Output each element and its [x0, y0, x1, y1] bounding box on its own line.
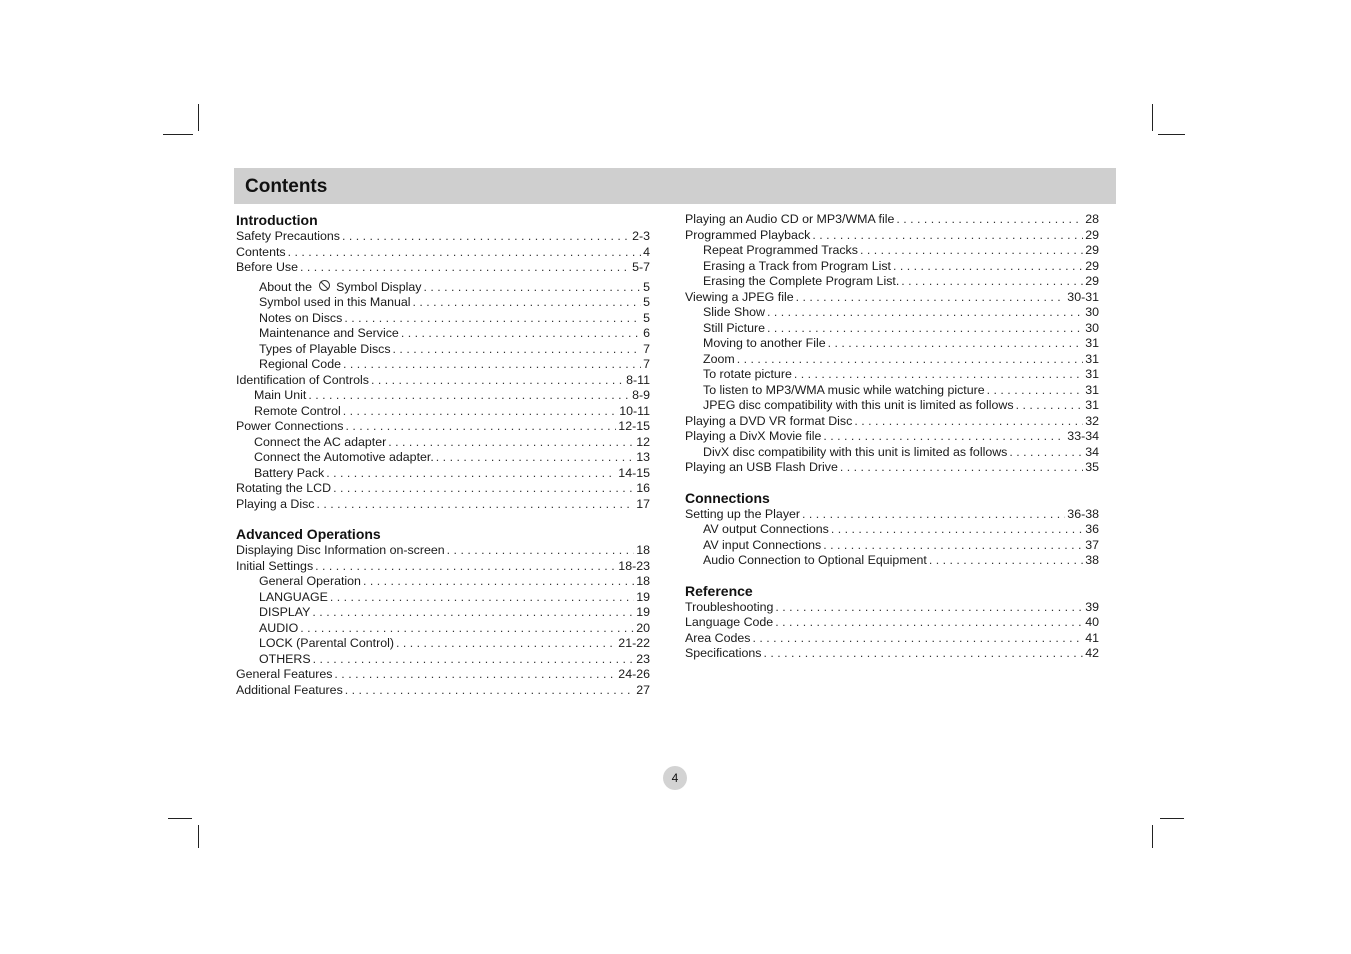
toc-entry[interactable] [685, 646, 1099, 662]
dot-leader [796, 290, 1066, 306]
toc-page-number: 30-31 [1067, 289, 1099, 304]
toc-entry[interactable] [685, 507, 1099, 523]
dot-leader [423, 280, 641, 296]
toc-entry[interactable] [236, 605, 650, 621]
toc-page-number: 12 [636, 434, 650, 449]
toc-entry-title: Erasing a Track from Program List [703, 258, 891, 273]
toc-entry-title: Still Picture [703, 320, 765, 335]
toc-page-number: 36-38 [1067, 506, 1099, 521]
toc-entry[interactable] [685, 305, 1099, 321]
toc-page-number: 4 [643, 244, 650, 259]
dot-leader [401, 326, 641, 342]
dot-leader [775, 600, 1083, 616]
dot-leader [893, 259, 1083, 275]
toc-entry-title: Erasing the Complete Program List. [703, 274, 900, 288]
toc-entry-title: To listen to MP3/WMA music while watching picture [703, 382, 985, 397]
toc-page-number: 16 [636, 481, 650, 495]
toc-page-number: 19 [636, 589, 650, 604]
toc-entry-title: To rotate picture [703, 367, 792, 381]
dot-leader [342, 229, 630, 245]
toc-entry[interactable] [685, 522, 1099, 538]
toc-entry-title: DivX disc compatibility with this unit is limited as follows [703, 444, 1008, 459]
toc-entry-title: Symbol used in this Manual [259, 295, 411, 309]
toc-entry[interactable] [685, 615, 1099, 631]
toc-entry[interactable] [685, 290, 1099, 306]
dot-leader [393, 342, 642, 358]
dot-leader [388, 435, 634, 451]
toc-entry[interactable] [236, 667, 650, 683]
toc-entry[interactable] [685, 228, 1099, 244]
toc-page-number: 14-15 [618, 465, 650, 480]
toc-entry-title: Remote Control [254, 403, 341, 418]
toc-entry[interactable] [236, 636, 650, 652]
dot-leader [828, 336, 1084, 352]
dot-leader [363, 574, 634, 590]
toc-entry-title: Specifications [685, 646, 762, 660]
dot-leader [752, 631, 1083, 647]
dot-leader [345, 419, 616, 435]
toc-page-number: 18-23 [618, 558, 650, 573]
toc-entry[interactable] [236, 652, 650, 668]
toc-page-number: 24-26 [618, 667, 650, 681]
crop-mark [1152, 825, 1153, 848]
toc-entry[interactable] [685, 460, 1099, 476]
dot-leader [315, 559, 616, 575]
dot-leader [330, 590, 634, 606]
crop-mark [1158, 134, 1185, 135]
dot-leader [288, 245, 642, 261]
toc-entry[interactable] [236, 280, 650, 296]
toc-entry-title: Additional Features [236, 682, 343, 697]
toc-entry[interactable] [236, 435, 650, 451]
disc-prohibited-symbol-icon [319, 280, 330, 291]
toc-entry[interactable] [236, 466, 650, 482]
toc-entry-title: Connect the Automotive adapter. [254, 450, 434, 464]
toc-entry[interactable] [236, 543, 650, 559]
toc-entry-title: Battery Pack [254, 465, 325, 480]
crop-mark [1152, 104, 1153, 131]
toc-entry-title: AUDIO [259, 620, 299, 635]
toc-page-number: 31 [1085, 382, 1099, 397]
toc-page-number: 31 [1085, 351, 1099, 366]
dot-leader [901, 274, 1083, 290]
toc-entry-title: Notes on Discs [259, 310, 343, 325]
toc-page-number: 5 [643, 295, 650, 309]
toc-entry[interactable] [236, 311, 650, 327]
dot-leader [413, 295, 642, 311]
toc-entry-title: Zoom [703, 351, 735, 366]
toc-entry[interactable] [236, 357, 650, 373]
dot-leader [767, 305, 1083, 321]
toc-page-number: 41 [1085, 630, 1099, 645]
toc-entry[interactable] [236, 683, 650, 699]
toc-entry[interactable] [685, 367, 1099, 383]
dot-leader [763, 646, 1083, 662]
dot-leader [343, 404, 617, 420]
dot-leader [447, 543, 635, 559]
toc-entry-title: Types of Playable Discs [259, 341, 391, 356]
toc-entry[interactable] [685, 414, 1099, 430]
dot-leader [840, 460, 1083, 476]
toc-page-number: 31 [1085, 398, 1099, 412]
toc-page-number: 18 [636, 543, 650, 557]
toc-page-number: 7 [643, 357, 650, 371]
dot-leader [326, 466, 616, 482]
toc-entry[interactable] [236, 260, 650, 276]
toc-entry[interactable] [685, 538, 1099, 554]
toc-page-number: 40 [1085, 615, 1099, 629]
toc-entry[interactable] [236, 388, 650, 404]
toc-page-number: 29 [1085, 227, 1099, 242]
page-title: Contents [245, 176, 328, 197]
toc-entry-title: Programmed Playback [685, 227, 811, 242]
toc-page-number: 23 [636, 651, 650, 666]
toc-entry-title: Viewing a JPEG file [685, 289, 794, 304]
toc-entry[interactable] [236, 621, 650, 637]
dot-leader [317, 497, 635, 513]
toc-left-column [236, 212, 650, 698]
dot-leader [896, 212, 1083, 228]
section-heading: Introduction [236, 212, 318, 228]
dot-leader [812, 228, 1083, 244]
dot-leader [775, 615, 1083, 631]
toc-page-number: 37 [1085, 537, 1099, 552]
crop-mark [198, 104, 199, 131]
toc-entry[interactable] [685, 383, 1099, 399]
toc-entry[interactable] [236, 497, 650, 513]
page-number: 4 [663, 766, 687, 790]
toc-page-number: 29 [1085, 258, 1099, 273]
toc-page-number: 28 [1085, 212, 1099, 226]
toc-entry-title: Setting up the Player [685, 506, 801, 521]
dot-leader [767, 321, 1083, 337]
toc-entry-title: LOCK (Parental Control) [259, 636, 394, 650]
toc-page-number: 8-11 [626, 372, 650, 387]
toc-entry-title: Playing an Audio CD or MP3/WMA file [685, 212, 895, 226]
dot-leader [396, 636, 616, 652]
dot-leader [1016, 398, 1084, 414]
toc-entry-title: Playing a Disc [236, 496, 315, 511]
toc-entry[interactable] [685, 336, 1099, 352]
dot-leader [308, 388, 630, 404]
toc-page-number: 2-3 [632, 229, 650, 243]
toc-entry-title: AV output Connections [703, 522, 829, 536]
toc-page-number: 35 [1085, 460, 1099, 474]
crop-mark [198, 825, 199, 848]
crop-mark [1160, 818, 1184, 819]
toc-entry-title: Rotating the LCD [236, 481, 332, 495]
toc-entry-title: LANGUAGE [259, 589, 328, 604]
dot-leader [802, 507, 1065, 523]
toc-entry-title: Playing a DivX Movie file [685, 429, 822, 443]
toc-page-number: 19 [636, 605, 650, 619]
toc-entry[interactable] [236, 373, 650, 389]
dot-leader [831, 522, 1083, 538]
toc-right-column [685, 212, 1099, 662]
toc-entry[interactable] [236, 404, 650, 420]
toc-entry-title: About the Symbol Display [259, 279, 422, 294]
dot-leader [300, 621, 634, 637]
toc-entry-title: Language Code [685, 615, 774, 629]
toc-entry-title: Playing an USB Flash Drive [685, 460, 838, 474]
toc-page-number: 32 [1085, 413, 1099, 428]
toc-entry[interactable] [685, 398, 1099, 414]
toc-entry-title: Identification of Controls [236, 372, 369, 387]
toc-entry[interactable] [236, 574, 650, 590]
toc-page-number: 10-11 [619, 403, 650, 418]
toc-page-number: 6 [643, 326, 650, 340]
toc-page-number: 33-34 [1067, 429, 1099, 443]
toc-entry[interactable] [236, 419, 650, 435]
toc-entry-title: Main Unit [254, 388, 307, 402]
dot-leader [333, 481, 634, 497]
toc-entry-title: Moving to another File [703, 336, 826, 350]
toc-entry[interactable] [685, 429, 1099, 445]
section-heading: Advanced Operations [236, 526, 381, 542]
toc-entry-title: Initial Settings [236, 558, 314, 573]
toc-page-number: 31 [1085, 367, 1099, 381]
toc-entry[interactable] [236, 326, 650, 342]
toc-page-number: 34 [1085, 444, 1099, 459]
dot-leader [929, 553, 1083, 569]
toc-page-number: 5 [643, 310, 650, 325]
toc-page-number: 36 [1085, 522, 1099, 536]
toc-entry[interactable] [685, 259, 1099, 275]
toc-entry-title: Regional Code [259, 357, 341, 371]
toc-entry[interactable] [685, 321, 1099, 337]
toc-entry-title: AV input Connections [703, 537, 822, 552]
dot-leader [794, 367, 1083, 383]
dot-leader [300, 260, 630, 276]
toc-entry-title: Troubleshooting [685, 599, 774, 614]
dot-leader [313, 652, 635, 668]
toc-page-number: 29 [1085, 243, 1099, 257]
toc-page-number: 29 [1085, 274, 1099, 288]
toc-entry-title: Before Use [236, 260, 298, 274]
toc-entry[interactable] [236, 559, 650, 575]
toc-entry-title: General Operation [259, 574, 361, 588]
dot-leader [312, 605, 634, 621]
toc-entry-title: JPEG disc compatibility with this unit is limited as follows [703, 398, 1014, 412]
toc-page-number: 7 [643, 341, 650, 356]
toc-entry[interactable] [236, 481, 650, 497]
toc-entry[interactable] [685, 352, 1099, 368]
toc-page-number: 5-7 [632, 260, 650, 274]
toc-page-number: 42 [1085, 646, 1099, 660]
toc-page-number: 17 [636, 496, 650, 511]
toc-page-number: 39 [1085, 599, 1099, 614]
crop-mark [163, 134, 193, 135]
toc-entry[interactable] [685, 243, 1099, 259]
toc-entry[interactable] [685, 600, 1099, 616]
toc-entry[interactable] [685, 445, 1099, 461]
toc-entry-title: General Features [236, 667, 333, 681]
dot-leader [371, 373, 624, 389]
toc-entry[interactable] [685, 631, 1099, 647]
toc-page-number: 13 [636, 450, 650, 464]
toc-entry[interactable] [236, 450, 650, 466]
toc-entry[interactable] [685, 274, 1099, 290]
toc-entry-title: Repeat Programmed Tracks [703, 243, 858, 257]
section-heading: Reference [685, 582, 753, 599]
toc-page-number: 30 [1085, 305, 1099, 319]
toc-page-number: 21-22 [618, 636, 650, 650]
dot-leader [343, 357, 641, 373]
toc-entry-title: Playing a DVD VR format Disc [685, 413, 853, 428]
toc-entry-title: DISPLAY [259, 605, 311, 619]
toc-entry-title: Area Codes [685, 630, 751, 645]
toc-entry[interactable] [236, 342, 650, 358]
dot-leader [737, 352, 1084, 368]
toc-entry[interactable] [236, 295, 650, 311]
toc-entry-title: Displaying Disc Information on-screen [236, 543, 445, 557]
toc-page-number: 31 [1085, 336, 1099, 350]
dot-leader [344, 311, 641, 327]
toc-entry[interactable] [236, 245, 650, 261]
toc-entry-title: Safety Precautions [236, 229, 341, 243]
header-bar [234, 168, 1116, 204]
toc-entry[interactable] [685, 212, 1099, 228]
toc-page-number: 5 [643, 279, 650, 294]
toc-entry-title: Slide Show [703, 305, 765, 319]
toc-page-number: 8-9 [632, 388, 650, 402]
section-heading: Connections [685, 489, 770, 506]
toc-entry[interactable] [685, 553, 1099, 569]
dot-leader [823, 538, 1083, 554]
toc-page-number: 12-15 [618, 419, 650, 433]
toc-entry-title: Contents [236, 244, 286, 259]
dot-leader [345, 683, 634, 699]
toc-page-number: 38 [1085, 553, 1099, 567]
toc-entry[interactable] [236, 229, 650, 245]
toc-entry-title: Audio Connection to Optional Equipment [703, 553, 927, 567]
toc-entry[interactable] [236, 590, 650, 606]
dot-leader [334, 667, 616, 683]
toc-entry-title: OTHERS [259, 651, 311, 666]
toc-entry-title: Power Connections [236, 419, 344, 433]
toc-entry-title: Maintenance and Service [259, 326, 399, 340]
dot-leader [823, 429, 1065, 445]
dot-leader [987, 383, 1084, 399]
toc-page-number: 20 [636, 620, 650, 635]
toc-page-number: 18 [636, 574, 650, 588]
dot-leader [436, 450, 634, 466]
toc-page-number: 30 [1085, 320, 1099, 335]
dot-leader [854, 414, 1083, 430]
dot-leader [860, 243, 1083, 259]
dot-leader [1009, 445, 1083, 461]
toc-page-number: 27 [636, 682, 650, 697]
toc-entry-title: Connect the AC adapter [254, 434, 387, 449]
crop-mark [168, 818, 192, 819]
